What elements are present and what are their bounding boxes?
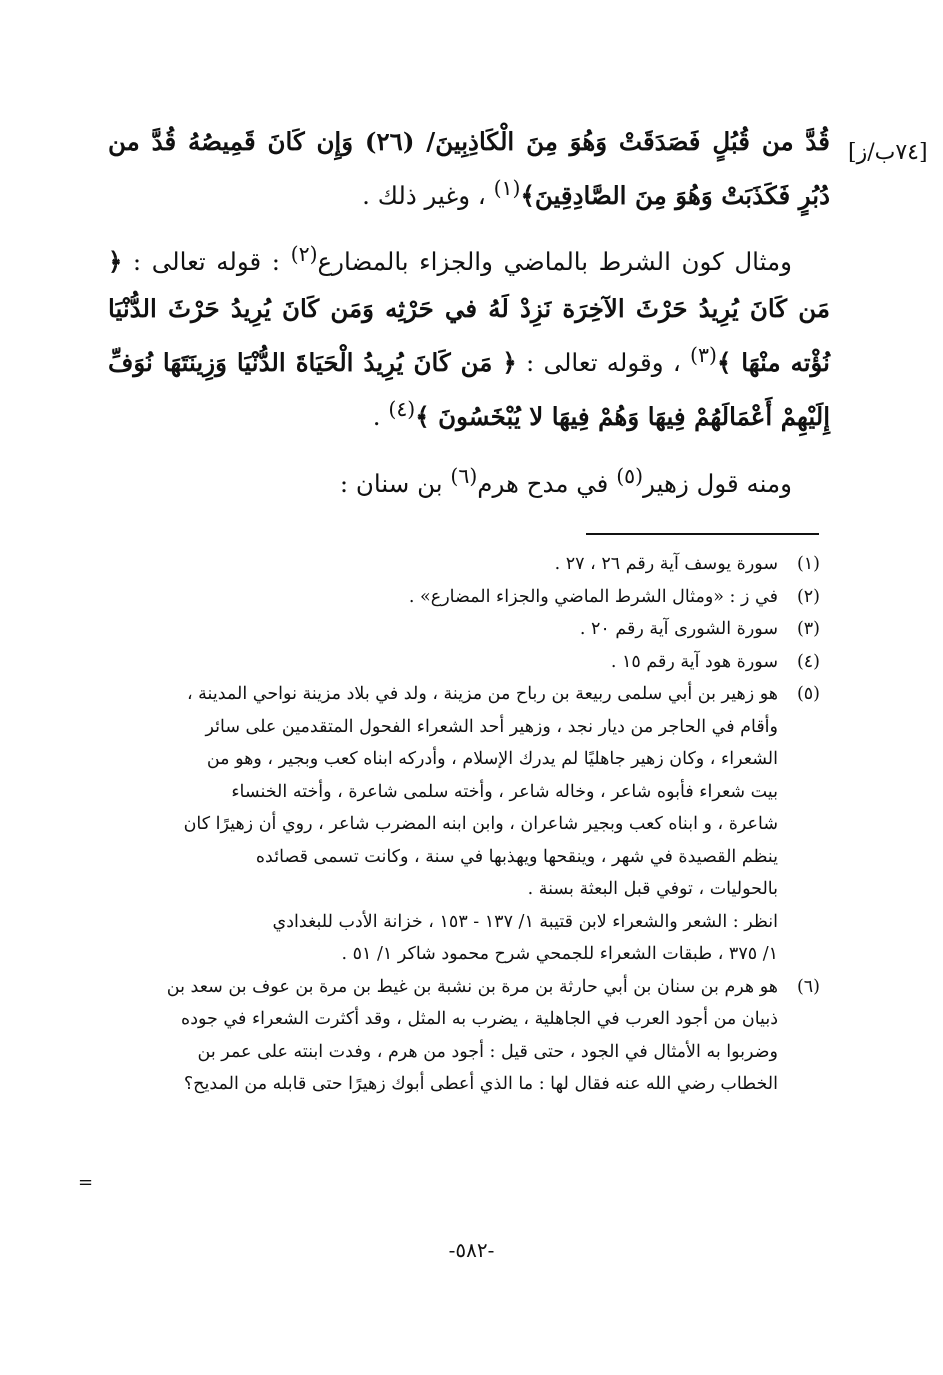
- footnote-line: ذبيان من أجود العرب في الجاهلية ، يضرب به المثل ، وقد أكثرت الشعراء في جوده: [181, 1009, 778, 1029]
- paragraph-text: ، وغير ذلك .: [362, 181, 486, 211]
- footnote-2: [98, 581, 820, 614]
- paragraph-1: [108, 118, 830, 219]
- footnote-number: (٥): [796, 684, 820, 704]
- footnote-line: انظر : الشعر والشعراء لابن قتيبة ١/ ١٣٧ - ١٥٣ ، خزانة الأدب للبغدادي: [272, 911, 778, 932]
- footnote-line: وأقام في الحاجر من ديار نجد ، وزهير أحد الشعراء الفحول المتقدمين على سائر: [205, 716, 778, 737]
- footnote-ref: (٤): [388, 397, 416, 422]
- footnote-body: [98, 678, 778, 971]
- footnote-line: هو زهير بن أبي سلمى ربيعة بن رباح من مزينة ، ولد في بلاد مزينة نواحي المدينة ،: [186, 684, 778, 704]
- paragraph-text: ،: [672, 348, 681, 378]
- footnote-line: سورة يوسف آية رقم ٢٦ ، ٢٧ .: [554, 554, 778, 574]
- paragraph-text: : قوله تعالى :: [132, 247, 281, 277]
- footnote-body: [98, 613, 778, 646]
- footnote-ref: (٣): [690, 343, 717, 368]
- footnote-line: شاعرة ، و ابناه كعب وبجير شاعران ، وابن ابنه المضرب شاعر ، روي أن زهيرًا كان: [183, 814, 778, 834]
- footnote-line: في ز : «ومثال الشرط الماضي والجزاء المضارع» .: [408, 586, 778, 607]
- footnote-number: (١): [796, 554, 820, 574]
- footnote-number: (٢): [796, 586, 820, 607]
- quran-verse: ﴿ مَن كَانَ يُرِيدُ الْحَيَاةَ الدُّنْيَا وَزِينَتَهَا نُوَفِّ إِلَيْهِمْ أَعْمَالَهُمْ فِيهَا وَهُمْ فِيهَا لا يُبْخَسُونَ ﴾: [108, 348, 830, 432]
- footnote-line: سورة هود آية رقم ١٥ .: [610, 651, 778, 672]
- footnote-ref: (١): [493, 176, 521, 200]
- footnote-4: [98, 646, 820, 679]
- page-number: -٥٨٢-: [448, 1238, 495, 1262]
- footnote-1: [98, 548, 820, 581]
- footnote-number: (٤): [796, 651, 820, 672]
- footnote-line: هو هرم بن سنان بن أبي حارثة بن مرة بن نشبة بن غيط بن مرة بن عوف بن سعد بن: [166, 976, 778, 997]
- footnote-separator: [586, 533, 819, 535]
- footnote-ref: (٢): [290, 242, 318, 267]
- footnote-number: (٦): [796, 976, 820, 997]
- footnotes: [98, 548, 820, 1101]
- footnote-line: الخطاب رضي الله عنه فقال لها : ما الذي أعطى أبوك زهيرًا حتى قابله من المديح؟: [183, 1074, 778, 1094]
- footnote-line: وضربوا به الأمثال في الجود ، حتى قيل : أجود من هرم ، وفدت ابنته على عمر بن: [197, 1041, 778, 1062]
- footnote-line: ينظم القصيدة في شهر ، وينقحها ويهذبها في سنة ، وكانت تسمى قصائده: [255, 846, 778, 867]
- footnote-body: [98, 548, 778, 581]
- paragraph-text: وقوله تعالى :: [526, 348, 664, 378]
- footnote-number: (٣): [796, 619, 820, 639]
- footnote-body: [98, 581, 778, 614]
- paragraph-text: ومثال كون الشرط بالماضي والجزاء بالمضارع: [317, 247, 792, 277]
- footnote-body: [98, 646, 778, 679]
- manuscript-margin-note: [٧٤ب/ز]: [848, 140, 928, 165]
- footnote-6: [98, 971, 820, 1101]
- continuation-mark: =: [78, 1172, 94, 1193]
- footnote-3: [98, 613, 820, 646]
- footnote-line: ١/ ٣٧٥ ، طبقات الشعراء للجمحي شرح محمود شاكر ١/ ٥١ .: [341, 944, 778, 964]
- quran-verse: قُدَّ من قُبُلٍ فَصَدَقَتْ وَهُوَ مِنَ الْكَاذِبِينَ/ (٢٦) وَإِن كَانَ قَمِيصُهُ قُدَّ من دُبُرٍ فَكَذَبَتْ وَهُوَ مِنَ الصَّادِقِينَ﴾: [108, 127, 830, 211]
- paragraph-text: في مدح هرم: [477, 468, 609, 498]
- footnote-5: [98, 678, 820, 971]
- paragraph-text: ومنه قول زهير: [643, 468, 792, 498]
- main-text: [108, 118, 830, 507]
- paragraph-2: [108, 231, 830, 440]
- footnote-line: سورة الشورى آية رقم ٢٠ .: [579, 619, 778, 639]
- paragraph-3: [108, 453, 830, 507]
- footnote-line: بالحوليات ، توفي قبل البعثة بسنة .: [527, 879, 778, 899]
- footnote-line: الشعراء ، وكان زهير جاهليًا لم يدرك الإسلام ، وأدركه ابناه كعب وبجير ، وهو من: [206, 749, 778, 769]
- footnote-line: بيت شعراء فأبوه شاعر ، وخاله شاعر ، وأخته سلمى شاعرة ، وأخته الخنساء: [231, 781, 778, 802]
- footnote-ref: (٦): [450, 463, 478, 488]
- paragraph-text: بن سنان :: [339, 468, 443, 498]
- paragraph-text: .: [372, 402, 381, 432]
- quran-verse: ﴿ مَن كَانَ يُرِيدُ حَرْثَ الآخِرَة نَزِدْ لَهُ في حَرْثِه وَمَن كَانَ يُرِيدُ حَرْثَ الدُّنْيَا نُؤْته منْهَا ﴾: [108, 247, 830, 378]
- footnote-ref: (٥): [616, 463, 644, 488]
- footnote-body: [98, 971, 778, 1101]
